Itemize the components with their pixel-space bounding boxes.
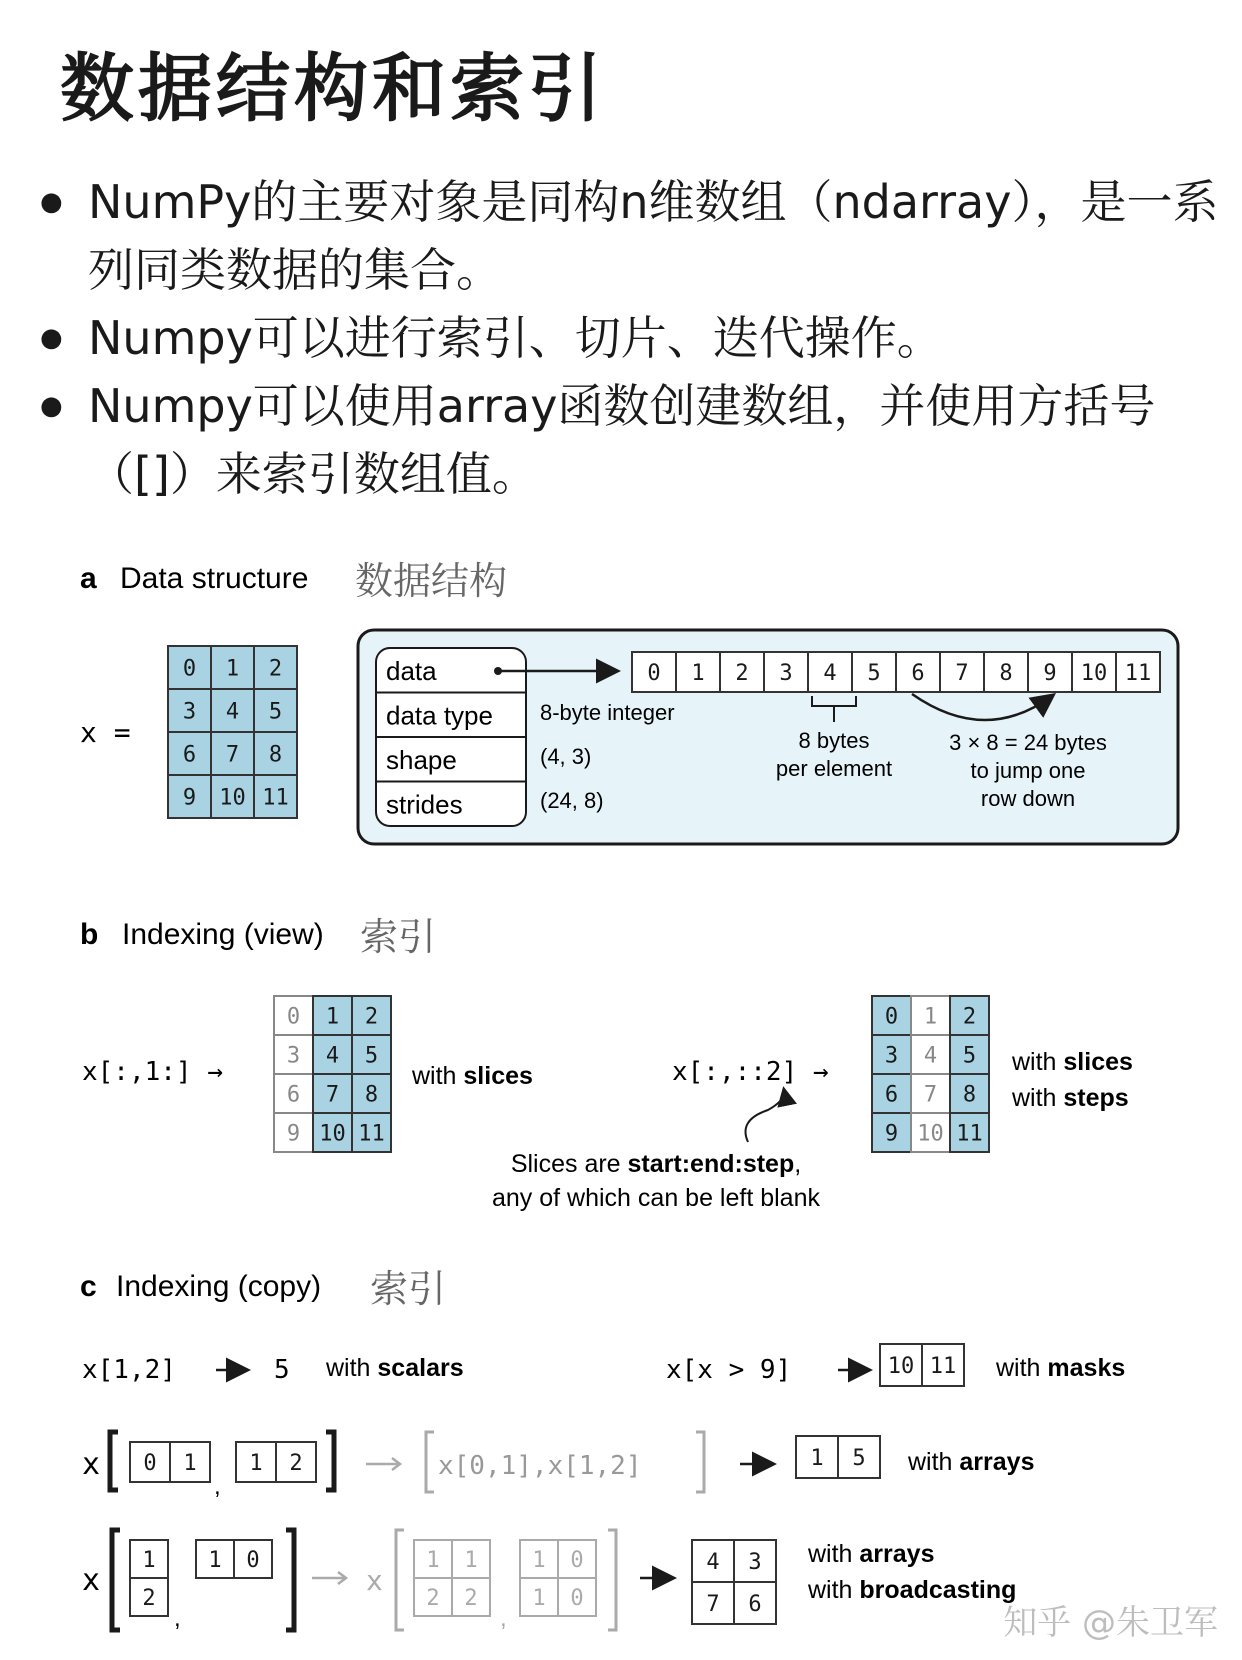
- broadcast-left-bracket: [112, 1530, 120, 1630]
- broadcasting-label: with broadcasting: [808, 1576, 1017, 1604]
- bullet-item: ● NumPy的主要对象是同构n维数组（ndarray），是一系列同类数据的集合。: [40, 168, 1220, 304]
- broadcast-rows-matrix: [414, 1540, 490, 1616]
- array-cell-value: 11: [358, 1121, 385, 1147]
- array-cell-value: 10: [319, 1121, 346, 1147]
- array-cell-value: 11: [262, 785, 289, 811]
- row-note-line1: 3 × 8 = 24 bytes: [949, 730, 1107, 755]
- array-cell-value: 5: [268, 699, 283, 725]
- array-cell-value: 2: [289, 1450, 303, 1476]
- with-slices-label: with slices: [1012, 1048, 1133, 1076]
- array-cell-value: 5: [364, 1043, 379, 1069]
- panel-c-title: Indexing (copy): [116, 1270, 322, 1303]
- array-left-bracket: [110, 1432, 118, 1490]
- array-cell-value: 1: [691, 660, 705, 686]
- array-cell-value: 9: [182, 785, 197, 811]
- panel-c-letter: c: [80, 1270, 97, 1303]
- panel-a-letter: a: [80, 562, 97, 595]
- array-cell-value: 2: [364, 1004, 379, 1030]
- broadcast-column-index: [130, 1540, 168, 1616]
- array-right-bracket: [326, 1432, 334, 1490]
- panel-b-letter: b: [80, 918, 99, 951]
- array-cell-value: 0: [286, 1004, 301, 1030]
- panel-b: [80, 915, 1133, 1212]
- slice-result-matrix: [274, 996, 391, 1152]
- arrays-result: [796, 1436, 880, 1478]
- index-array-cols: [236, 1442, 316, 1482]
- array-cell-value: 1: [225, 656, 240, 682]
- array-cell-value: 11: [956, 1121, 983, 1147]
- array-cell-value: 1: [532, 1585, 546, 1611]
- array-cell-value: 1: [183, 1450, 197, 1476]
- array-cell-value: 0: [647, 660, 661, 686]
- field-label: data: [386, 656, 437, 686]
- field-label: strides: [386, 789, 463, 820]
- array-cell-value: 6: [748, 1591, 762, 1617]
- x-equals-label: x =: [80, 716, 131, 749]
- array-cell-value: 11: [929, 1353, 957, 1379]
- array-cell-value: 2: [962, 1004, 977, 1030]
- slice-note-arrow: [746, 1090, 785, 1142]
- bullet-item: ● Numpy可以使用array函数创建数组，并使用方括号（[]）来索引数组值。: [40, 372, 1220, 508]
- array-cell-value: 11: [1124, 660, 1152, 686]
- row-note-line2: to jump one: [970, 758, 1086, 783]
- array-cell-value: 1: [325, 1004, 340, 1030]
- array-cell-value: 3: [779, 660, 793, 686]
- page-title: 数据结构和索引: [60, 46, 606, 132]
- array-cell-value: 1: [208, 1547, 222, 1573]
- array-cell-value: 4: [923, 1043, 938, 1069]
- array-cell-value: 1: [249, 1450, 263, 1476]
- panel-b-title: Indexing (view): [122, 918, 324, 951]
- array-cell-value: 4: [325, 1043, 340, 1069]
- array-cell-value: 5: [867, 660, 881, 686]
- arrays-mid-right-bracket: [696, 1432, 704, 1492]
- array-cell-value: 4: [706, 1549, 720, 1575]
- slice-expr: x[:,1:] →: [82, 1057, 223, 1087]
- array-cell-value: 1: [810, 1445, 824, 1471]
- array-cell-value: 1: [532, 1547, 546, 1573]
- field-value: 8-byte integer: [540, 700, 675, 725]
- panel-a-title: Data structure: [120, 562, 309, 595]
- array-cell-value: 8: [999, 660, 1013, 686]
- field-value: (24, 8): [540, 788, 604, 813]
- broadcast-comma: ,: [174, 1605, 181, 1632]
- broadcast-x: x: [82, 1563, 101, 1598]
- array-x: x: [82, 1447, 101, 1482]
- row-note-line3: row down: [980, 786, 1076, 811]
- array-x-matrix: [168, 646, 297, 818]
- panel-b-title-cn: 索引: [360, 915, 437, 959]
- array-cell-value: 10: [1080, 660, 1108, 686]
- array-cell-value: 7: [923, 1082, 938, 1108]
- memory-row: [632, 652, 1160, 692]
- slice-note-line1: Slices are start:end:step,: [510, 1150, 802, 1178]
- array-cell-value: 2: [464, 1585, 478, 1611]
- watermark: 知乎 @朱卫军: [1003, 1603, 1218, 1643]
- with-steps-label: with steps: [1012, 1084, 1129, 1112]
- scalar-expr: x[1,2]: [82, 1355, 176, 1385]
- step-slice-expr: x[:,::2] →: [672, 1057, 829, 1087]
- mask-expr: x[x > 9]: [666, 1355, 792, 1385]
- panel-a: [80, 559, 1178, 844]
- array-cell-value: 4: [823, 660, 837, 686]
- array-cell-value: 6: [182, 742, 197, 768]
- array-cell-value: 9: [884, 1121, 899, 1147]
- array-cell-value: 2: [426, 1585, 440, 1611]
- array-cell-value: 7: [325, 1082, 340, 1108]
- array-cell-value: 3: [884, 1043, 899, 1069]
- array-cell-value: 0: [182, 656, 197, 682]
- array-cell-value: 9: [286, 1121, 301, 1147]
- slice-note-line2: any of which can be left blank: [492, 1184, 820, 1212]
- broadcast-cols-matrix: [520, 1540, 596, 1616]
- broadcast-row-index: [196, 1540, 272, 1578]
- scalars-label: with scalars: [326, 1354, 464, 1382]
- array-cell-value: 8: [364, 1082, 379, 1108]
- broadcast-arrays-label: with arrays: [808, 1540, 935, 1568]
- array-cell-value: 3: [748, 1549, 762, 1575]
- array-cell-value: 0: [884, 1004, 899, 1030]
- array-cell-value: 9: [1043, 660, 1057, 686]
- broadcast-result: [692, 1540, 776, 1624]
- array-cell-value: 3: [182, 699, 197, 725]
- mask-result: [880, 1344, 964, 1386]
- array-cell-value: 2: [268, 656, 283, 682]
- array-cell-value: 4: [225, 699, 240, 725]
- array-cell-value: 8: [268, 742, 283, 768]
- array-cell-value: 1: [426, 1547, 440, 1573]
- broadcast-mid-x: x: [366, 1564, 383, 1597]
- array-cell-value: 8: [962, 1082, 977, 1108]
- array-cell-value: 6: [286, 1082, 301, 1108]
- array-cell-value: 10: [219, 785, 246, 811]
- array-cell-value: 3: [286, 1043, 301, 1069]
- array-cell-value: 0: [143, 1450, 157, 1476]
- broadcast-right-bracket: [286, 1530, 294, 1630]
- panel-c-title-cn: 索引: [370, 1267, 447, 1311]
- broadcast-mid-comma: ,: [500, 1605, 507, 1632]
- array-cell-value: 10: [887, 1353, 915, 1379]
- array-cell-value: 2: [735, 660, 749, 686]
- array-cell-value: 10: [917, 1121, 944, 1147]
- broadcast-mid-right-bracket: [608, 1530, 616, 1630]
- field-label: shape: [386, 745, 457, 775]
- index-comma: ,: [214, 1473, 221, 1500]
- arrays-label: with arrays: [908, 1448, 1035, 1476]
- field-label: data type: [386, 700, 493, 731]
- array-cell-value: 1: [923, 1004, 938, 1030]
- arrays-mid-expr: x[0,1],x[1,2]: [438, 1451, 642, 1481]
- array-cell-value: 1: [142, 1547, 156, 1573]
- step-slice-result-matrix: [872, 996, 989, 1152]
- array-cell-value: 5: [852, 1445, 866, 1471]
- broadcast-mid-left-bracket: [396, 1530, 404, 1630]
- array-cell-value: 2: [142, 1585, 156, 1611]
- arrays-mid-left-bracket: [426, 1432, 434, 1492]
- panel-a-title-cn: 数据结构: [355, 559, 508, 603]
- array-cell-value: 7: [225, 742, 240, 768]
- panel-c: [80, 1267, 1125, 1632]
- array-cell-value: 5: [962, 1043, 977, 1069]
- array-cell-value: 0: [246, 1547, 260, 1573]
- element-note-line1: 8 bytes: [798, 728, 870, 753]
- array-cell-value: 7: [955, 660, 969, 686]
- array-cell-value: 1: [464, 1547, 478, 1573]
- slices-label: with slices: [412, 1062, 533, 1090]
- array-cell-value: 6: [911, 660, 925, 686]
- array-cell-value: 7: [706, 1591, 720, 1617]
- field-value: (4, 3): [540, 744, 592, 769]
- array-cell-value: 0: [570, 1547, 584, 1573]
- array-cell-value: 6: [884, 1082, 899, 1108]
- index-array-rows: [130, 1442, 210, 1482]
- element-note-line2: per element: [775, 756, 893, 781]
- scalar-result: 5: [274, 1355, 290, 1385]
- array-cell-value: 0: [570, 1585, 584, 1611]
- masks-label: with masks: [996, 1354, 1126, 1382]
- bullet-item: ● Numpy可以进行索引、切片、迭代操作。: [40, 304, 1220, 372]
